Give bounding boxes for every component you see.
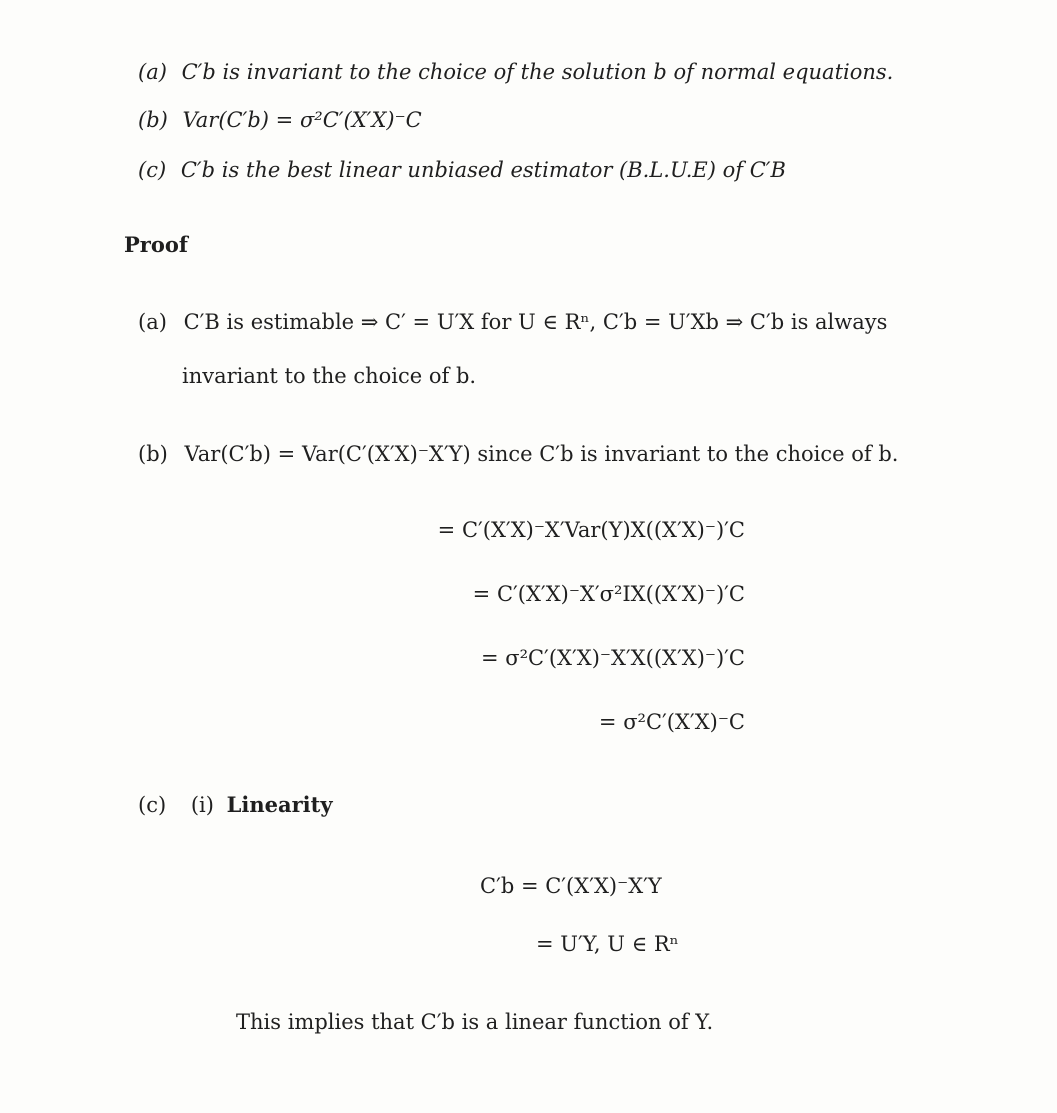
part-c-sub-label: (i) [190,793,214,817]
part-a-text1: C′B is estimable ⇒ C′ = U′X for U ∈ Rⁿ, C′b = U′Xb ⇒ C′b is always [183,310,888,334]
statement-c-label: (c) [138,158,167,182]
statement-b-label: (b) [138,108,168,132]
part-b-text1: Var(C′b) = Var(C′(X′X)⁻X′Y) since C′b is invariant to the choice of b. [184,442,899,466]
part-a-line1 [138,310,887,334]
statement-a [138,60,893,84]
part-c-sub-title: Linearity [226,792,333,817]
part-c-conclusion: This implies that C′b is a linear function of Y. [236,1010,714,1034]
statement-b [138,108,422,132]
part-c-eq1: C′b = C′(X′X)⁻X′Y [480,874,662,898]
part-a-label: (a) [138,310,167,334]
part-b-step-1: = C′(X′X)⁻X′Var(Y)X((X′X)⁻)′C [437,518,745,542]
part-b-step-4: = σ²C′(X′X)⁻C [598,710,745,734]
statement-c [138,158,786,182]
part-b-step-2: = C′(X′X)⁻X′σ²IX((X′X)⁻)′C [472,582,745,606]
part-b-label: (b) [138,442,168,466]
part-c-eq2: = U′Y, U ∈ Rⁿ [536,932,679,956]
statement-a-text: C′b is invariant to the choice of the solution b of normal equations. [181,60,894,84]
statement-c-text: C′b is the best linear unbiased estimator (B.L.U.E) of C′B [180,158,786,182]
statement-b-text: Var(C′b) = σ²C′(X′X)⁻C [182,108,422,132]
statement-a-label: (a) [138,60,167,84]
part-a-line2: invariant to the choice of b. [182,364,477,388]
part-c-label: (c) [138,793,167,817]
part-b-line1 [138,442,898,466]
part-b-step-3: = σ²C′(X′X)⁻X′X((X′X)⁻)′C [480,646,745,670]
proof-heading: Proof [124,232,188,257]
part-c-heading [138,792,333,817]
